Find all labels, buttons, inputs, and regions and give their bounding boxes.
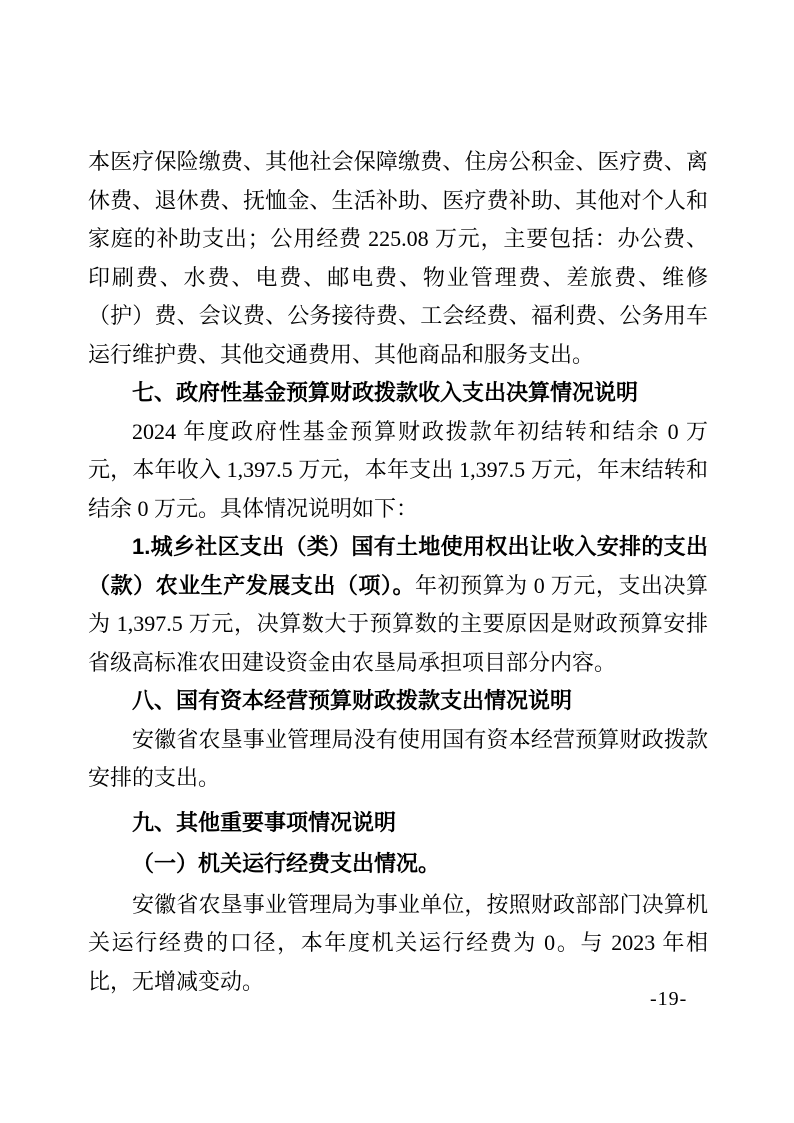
bold-text-segment: 七、政府性基金预算财政拨款收入支出决算情况说明 xyxy=(132,380,639,405)
text-segment: 2024 年度政府性基金预算财政拨款年初结转和结余 0 万元，本年收入 1,397.5 万元，本年支出 1,397.5 万元，年末结转和结余 0 万元。具体情况说明如下： xyxy=(88,418,708,521)
document-paragraph xyxy=(88,886,708,1002)
text-segment: 年初预算为 0 万元，支出决算为 1,397.5 万元，决算数大于预算数的主要原因是财政预算安排省级高标准农田建设资金由农垦局承担项目部分内容。 xyxy=(88,572,708,675)
text-segment: 本医疗保险缴费、其他社会保障缴费、住房公积金、医疗费、离休费、退休费、抚恤金、生活补助、医疗费补助、其他对个人和家庭的补助支出；公用经费 225.08 万元，主要包括：办公费、印刷费、水费、电费、邮电费、物业管理费、差旅费、维修（护）费、会议费、公务接待费、工会经费、福利费、公务用车运行维护费、其他交通费用、其他商品和服务支出。 xyxy=(88,149,708,367)
document-paragraph xyxy=(88,721,708,798)
document-body xyxy=(88,143,708,1001)
bold-text-segment: （一）机关运行经费支出情况。 xyxy=(132,851,441,876)
section-heading xyxy=(88,804,708,843)
text-segment: 安徽省农垦事业管理局没有使用国有资本经营预算财政拨款安排的支出。 xyxy=(88,726,708,790)
page-number: -19- xyxy=(650,988,688,1010)
section-heading xyxy=(88,845,708,884)
document-paragraph xyxy=(88,413,708,529)
section-heading xyxy=(88,682,708,721)
document-paragraph xyxy=(88,528,708,682)
text-segment: 安徽省农垦事业管理局为事业单位，按照财政部部门决算机关运行经费的口径，本年度机关运行经费为 0。与 2023 年相比，无增减变动。 xyxy=(88,891,708,994)
document-paragraph xyxy=(88,143,708,374)
bold-text-segment: 1.城乡社区支出（类）国有土地使用权出让收入安排的支出（款）农业生产发展支出（项）。 xyxy=(88,534,708,598)
bold-text-segment: 九、其他重要事项情况说明 xyxy=(132,809,397,835)
bold-text-segment: 八、国有资本经营预算财政拨款支出情况说明 xyxy=(132,688,573,713)
section-heading xyxy=(88,374,708,413)
